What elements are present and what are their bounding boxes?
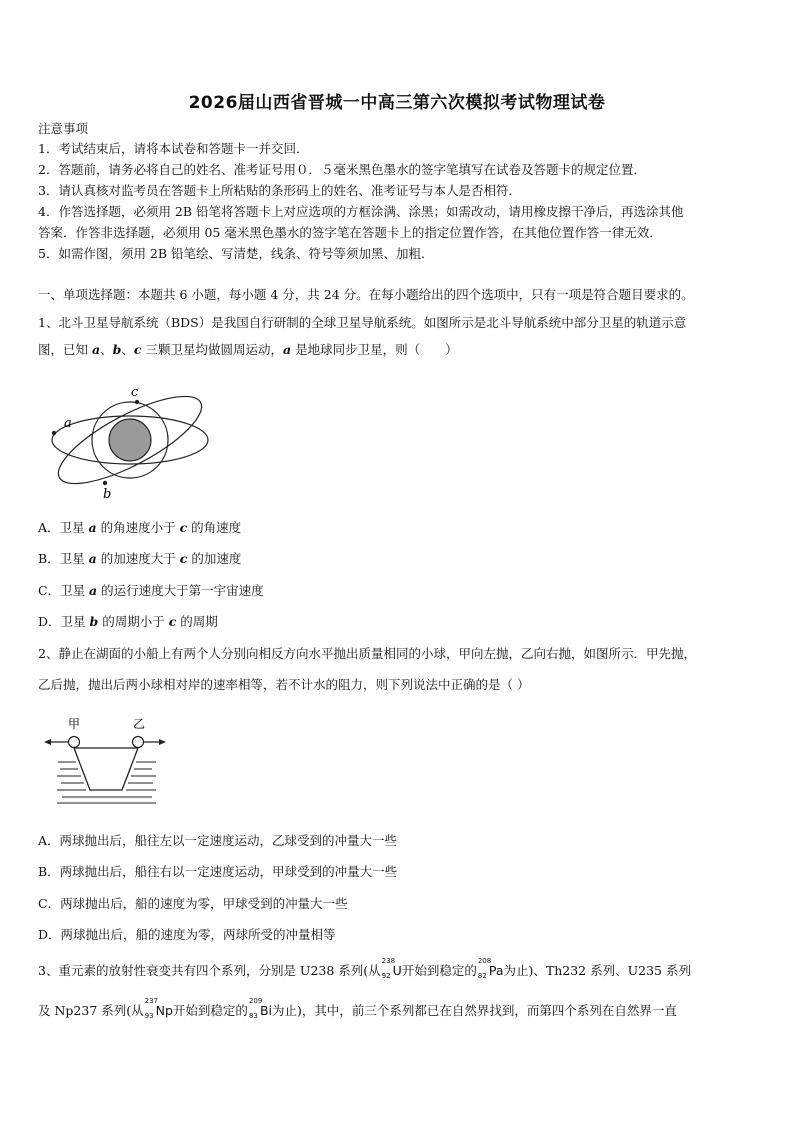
note-item: 4．作答选择题，必须用 2B 铅笔将答题卡上对应选项的方框涂满、涂黑；如需改动，请用橡皮擦干净后，再选涂其他	[38, 204, 684, 219]
notes-heading: 注意事项	[38, 121, 89, 136]
nuclide-np237: 237 93 Np	[144, 997, 173, 1020]
page-title: 2026届山西省晋城一中高三第六次模拟考试物理试卷	[188, 93, 606, 113]
nuclide-u238: 238 92 U	[381, 957, 402, 980]
boat-diagram	[40, 712, 170, 807]
label-c: c	[131, 385, 139, 400]
q1-option-b: B．卫星 a 的加速度大于 c 的加速度	[38, 551, 242, 566]
q2-option-d: D．两球抛出后，船的速度为零，两球所受的冲量相等	[38, 927, 336, 942]
note-item: 答案．作答非选择题，必须用 05 毫米黑色墨水的签字笔在答题卡上的指定位置作答，在其他位置作答一律无效．	[38, 225, 662, 240]
q1-option-d: D．卫星 b 的周期小于 c 的周期	[38, 614, 218, 629]
label-b: b	[103, 487, 112, 502]
note-item: 5．如需作图，须用 2B 铅笔绘、写清楚，线条、符号等须加黑、加粗．	[38, 246, 434, 261]
q2-option-b: B．两球抛出后，船往右以一定速度运动，甲球受到的冲量大一些	[38, 864, 398, 879]
note-item: 1．考试结束后，请将本试卷和答题卡一并交回．	[38, 141, 309, 156]
q3-stem-line2: 及 Np237 系列(从 237 93 Np开始到稳定的 209 83 Bi为止)，其中，前三个系列都已在自然界找到，而第四个系列在自然界一直	[38, 997, 677, 1020]
q1-stem-line1: 1、北斗卫星导航系统（BDS）是我国自行研制的全球卫星导航系统。如图所示是北斗导航系统中部分卫星的轨道示意	[38, 315, 687, 330]
q2-option-a: A．两球抛出后，船往左以一定速度运动，乙球受到的冲量大一些	[38, 833, 398, 848]
q1-option-c: C．卫星 a 的运行速度大于第一宇宙速度	[38, 583, 264, 598]
q2-stem-line1: 2、静止在湖面的小船上有两个人分别向相反方向水平抛出质量相同的小球，甲向左抛，乙向右抛，如图所示．甲先抛，	[38, 646, 696, 661]
satellite-orbit-diagram	[45, 380, 220, 505]
nuclide-pa208: 208 82 Pa	[477, 957, 504, 980]
label-a: a	[64, 416, 72, 431]
q3-stem-line1: 3、重元素的放射性衰变共有四个系列，分别是 U238 系列(从 238 92 U开始到稳定的 208 82 Pa为止)、Th232 系列、U235 系列	[38, 957, 691, 980]
q1-stem-line2: 图，已知 a、b、c 三颗卫星均做圆周运动，a 是地球同步卫星，则（ ）	[38, 342, 458, 357]
note-item: 2．答题前，请务必将自己的姓名、准考证号用０．５毫米黑色墨水的签字笔填写在试卷及答题卡的规定位置．	[38, 162, 646, 177]
section-heading: 一、单项选择题：本题共 6 小题，每小题 4 分，共 24 分。在每小题给出的四个选项中，只有一项是符合题目要求的。	[38, 287, 694, 302]
nuclide-bi209: 209 83 Bi	[248, 997, 272, 1020]
q2-stem-line2: 乙后抛，抛出后两小球相对岸的速率相等，若不计水的阻力，则下列说法中正确的是（ ）	[38, 677, 530, 692]
note-item: 3．请认真核对监考员在答题卡上所粘贴的条形码上的姓名、准考证号与本人是否相符．	[38, 183, 521, 198]
q1-option-a: A．卫星 a 的角速度小于 c 的角速度	[38, 520, 242, 535]
label-jia: 甲	[68, 717, 81, 731]
q2-option-c: C．两球抛出后，船的速度为零，甲球受到的冲量大一些	[38, 896, 348, 911]
label-yi: 乙	[133, 717, 146, 731]
